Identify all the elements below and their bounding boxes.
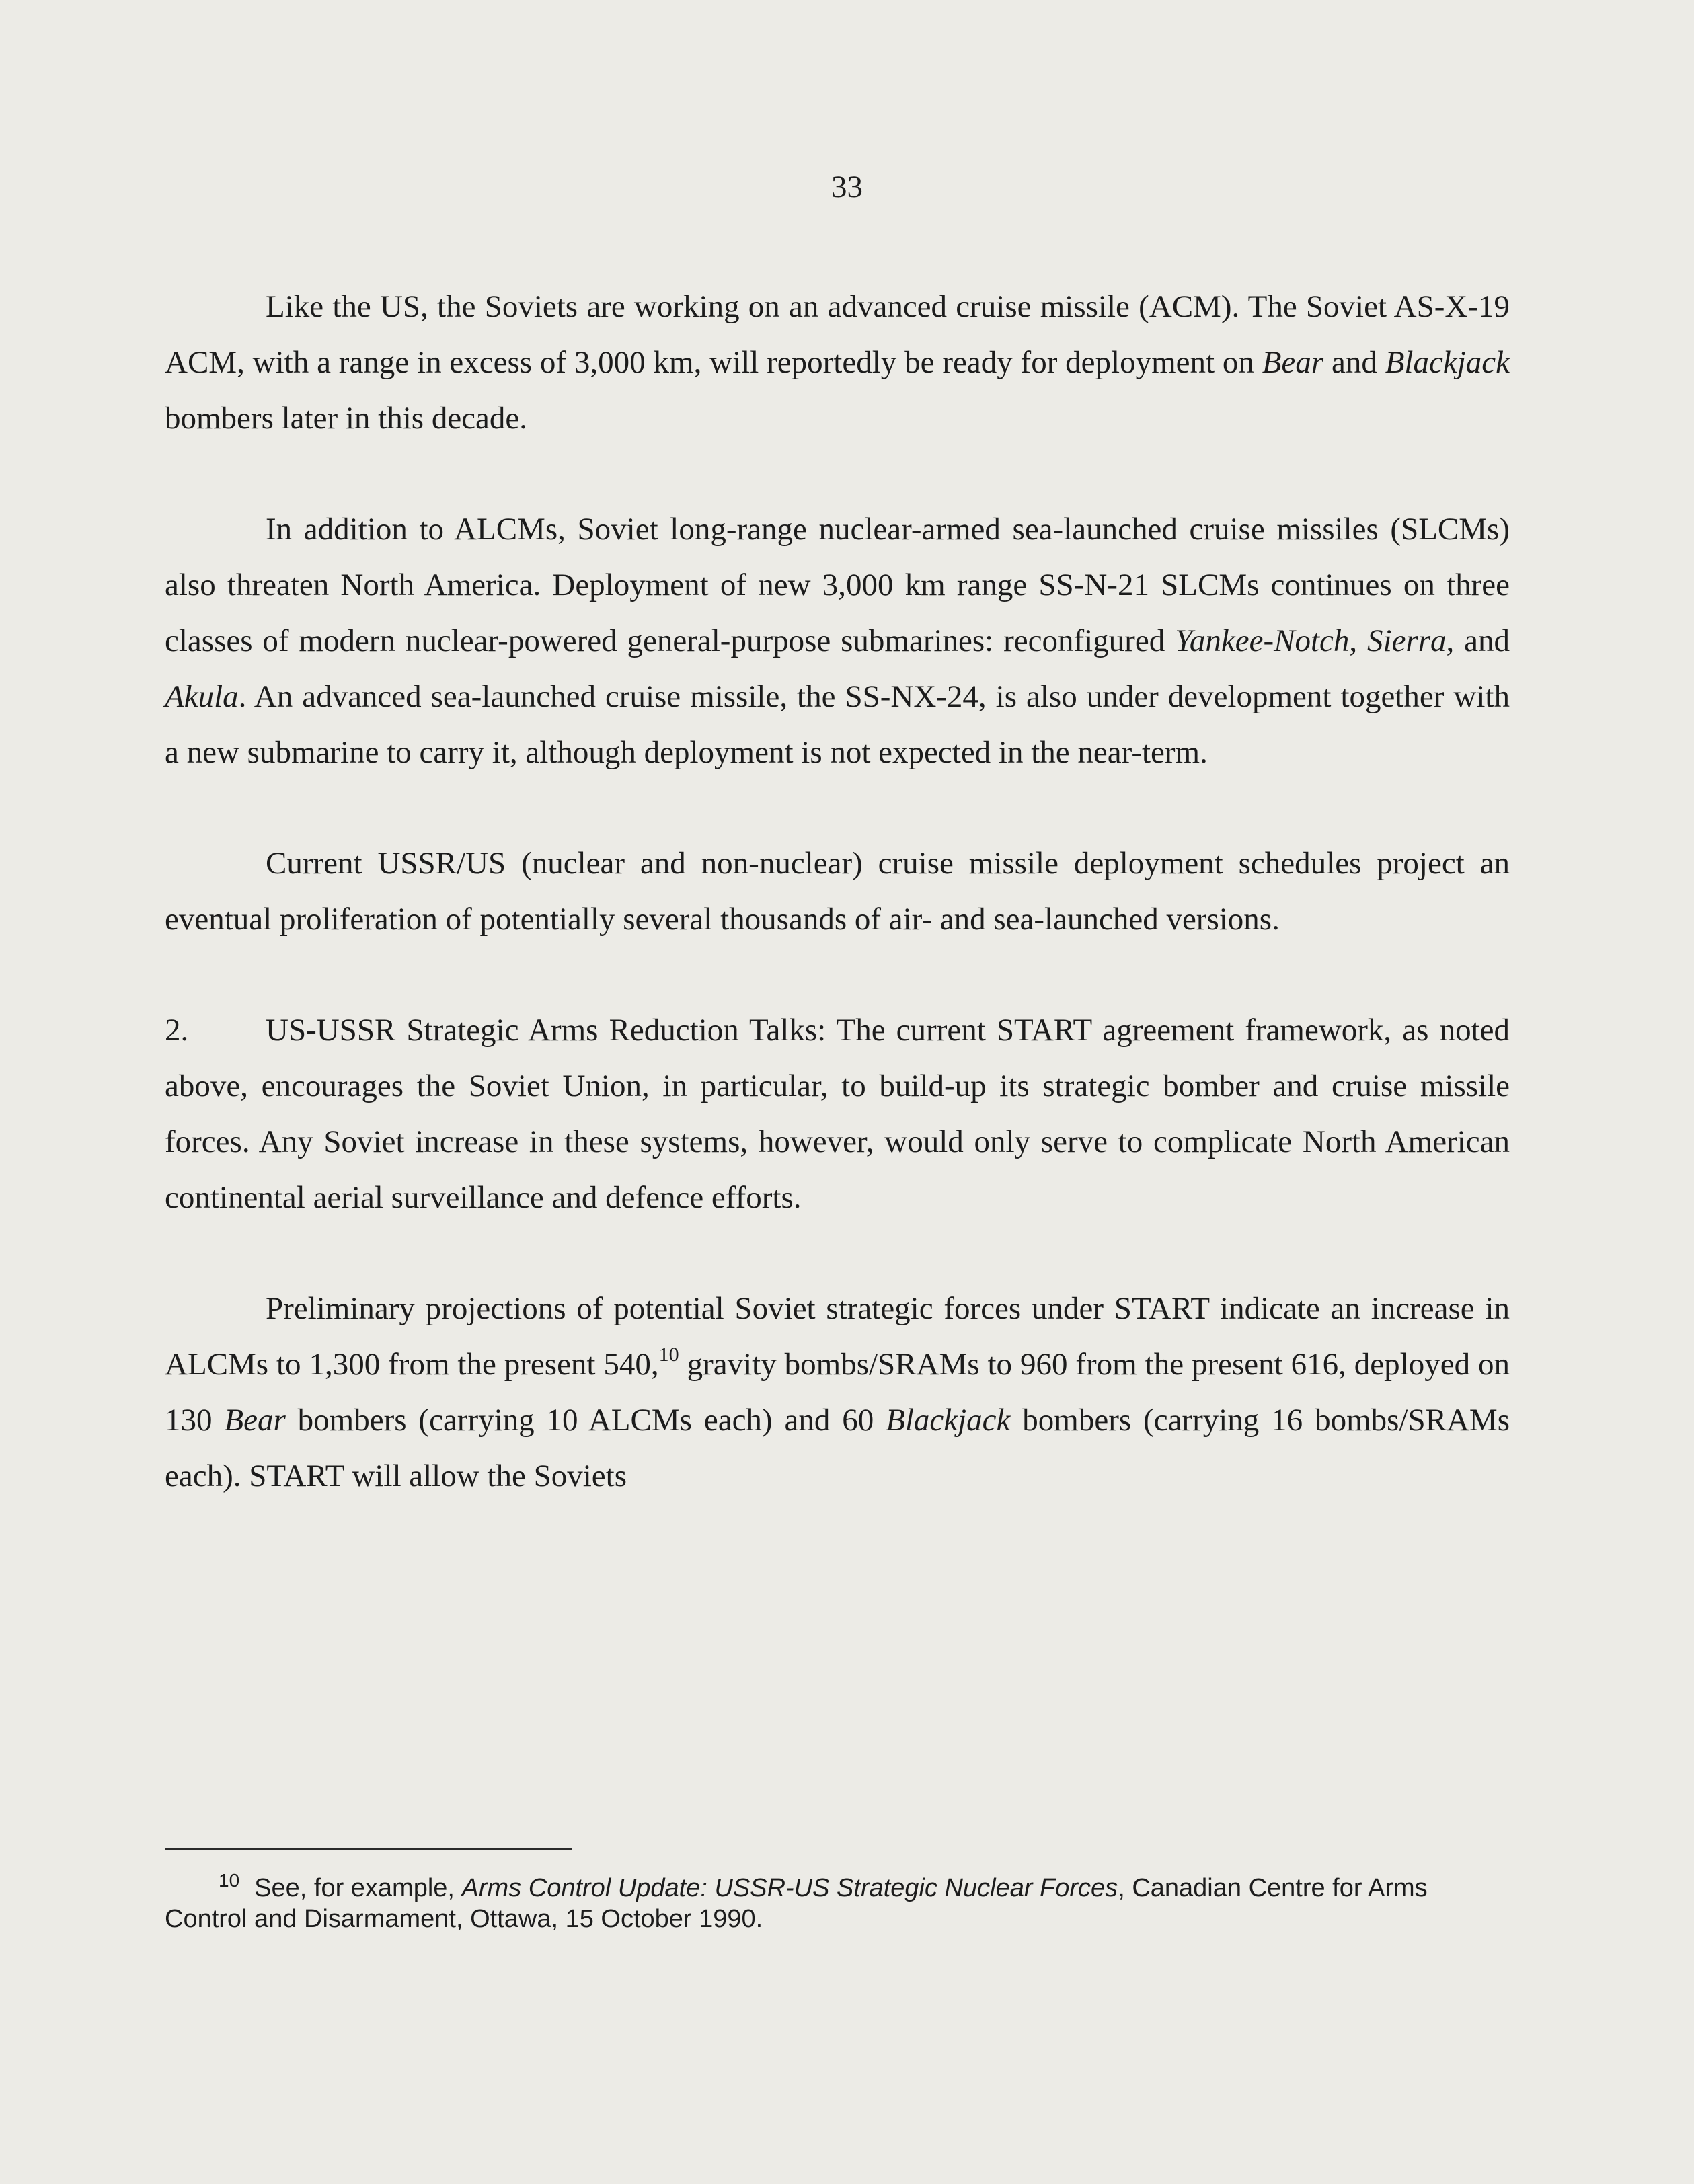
italic-bomber-name: Blackjack [886,1403,1011,1438]
italic-bomber-name: Bear [1262,345,1324,380]
paragraph-text: bombers later in this decade. [165,401,528,436]
paragraph-projections [165,1281,1510,1504]
footnote-reference: 10 [658,1343,679,1366]
paragraph-text: Current USSR/US (nuclear and non-nuclear) cruise missile deployment schedules project an eventual proliferation of potentially several thousands of air- and sea-launched versions. [165,846,1510,937]
paragraph-text: Like the US, the Soviets are working on an advanced cruise missile (ACM). The Soviet AS-X-19 ACM, with a range in excess of 3,000 km, will reportedly be ready for deployment on [165,289,1510,380]
paragraph-text: bombers (carrying 10 ALCMs each) and 60 [285,1403,886,1438]
italic-submarine-name: Sierra [1367,623,1447,658]
paragraph-text: bombers (carrying 16 bombs/SRAMs each). START will allow the Soviets [165,1403,1510,1493]
paragraph-text: , and [1446,623,1510,658]
paragraph-text: . An advanced sea-launched cruise missile, the SS-NX-24, is also under development together with a new submarine to carry it, although deployment is not expected in the near-term. [165,679,1510,770]
paragraph-number: 2. [165,1013,189,1048]
italic-submarine-name: Yankee-Notch [1175,623,1350,658]
paragraph-text: , [1349,623,1368,658]
paragraph-text: gravity bombs/SRAMs to 960 from the present 616, deployed on 130 [165,1347,1510,1438]
paragraph-start-talks [165,1003,1510,1226]
footnote-mark: 10 [219,1870,240,1891]
page-number: 33 [831,169,863,204]
paragraph-slcm [165,502,1510,781]
paragraph-acm [165,279,1510,446]
footnote [165,1870,1442,1935]
paragraph-text: and [1323,345,1385,380]
footnote-divider [165,1848,572,1850]
footnote-text: , Canadian Centre for Arms Control and Disarmament, Ottawa, 15 October 1990. [165,1874,1428,1933]
paragraph-text: US-USSR Strategic Arms Reduction Talks: The current START agreement framework, as noted above, encourages the Soviet Union, in particular, to build-up its strategic bomber and cruise missile forces. Any Soviet increase in these systems, however, would only serve to complicate North American continental aerial surveillance and defence efforts. [165,1013,1510,1215]
paragraph-text: Preliminary projections of potential Soviet strategic forces under START indicate an increase in ALCMs to 1,300 from the present 540, [165,1291,1510,1382]
body-text [165,279,1510,1504]
italic-submarine-name: Akula [165,679,239,714]
footnote-title: Arms Control Update: USSR-US Strategic Nuclear Forces [461,1874,1118,1902]
paragraph-proliferation [165,836,1510,947]
italic-bomber-name: Blackjack [1385,345,1510,380]
italic-bomber-name: Bear [224,1403,286,1438]
paragraph-text: In addition to ALCMs, Soviet long-range nuclear-armed sea-launched cruise missiles (SLCMs) also threaten North America. Deployment of new 3,000 km range SS-N-21 SLCMs continues on three classes of modern nuclear-powered general-purpose submarines: reconfigured [165,512,1510,658]
footnote-text: See, for example, [254,1874,462,1902]
